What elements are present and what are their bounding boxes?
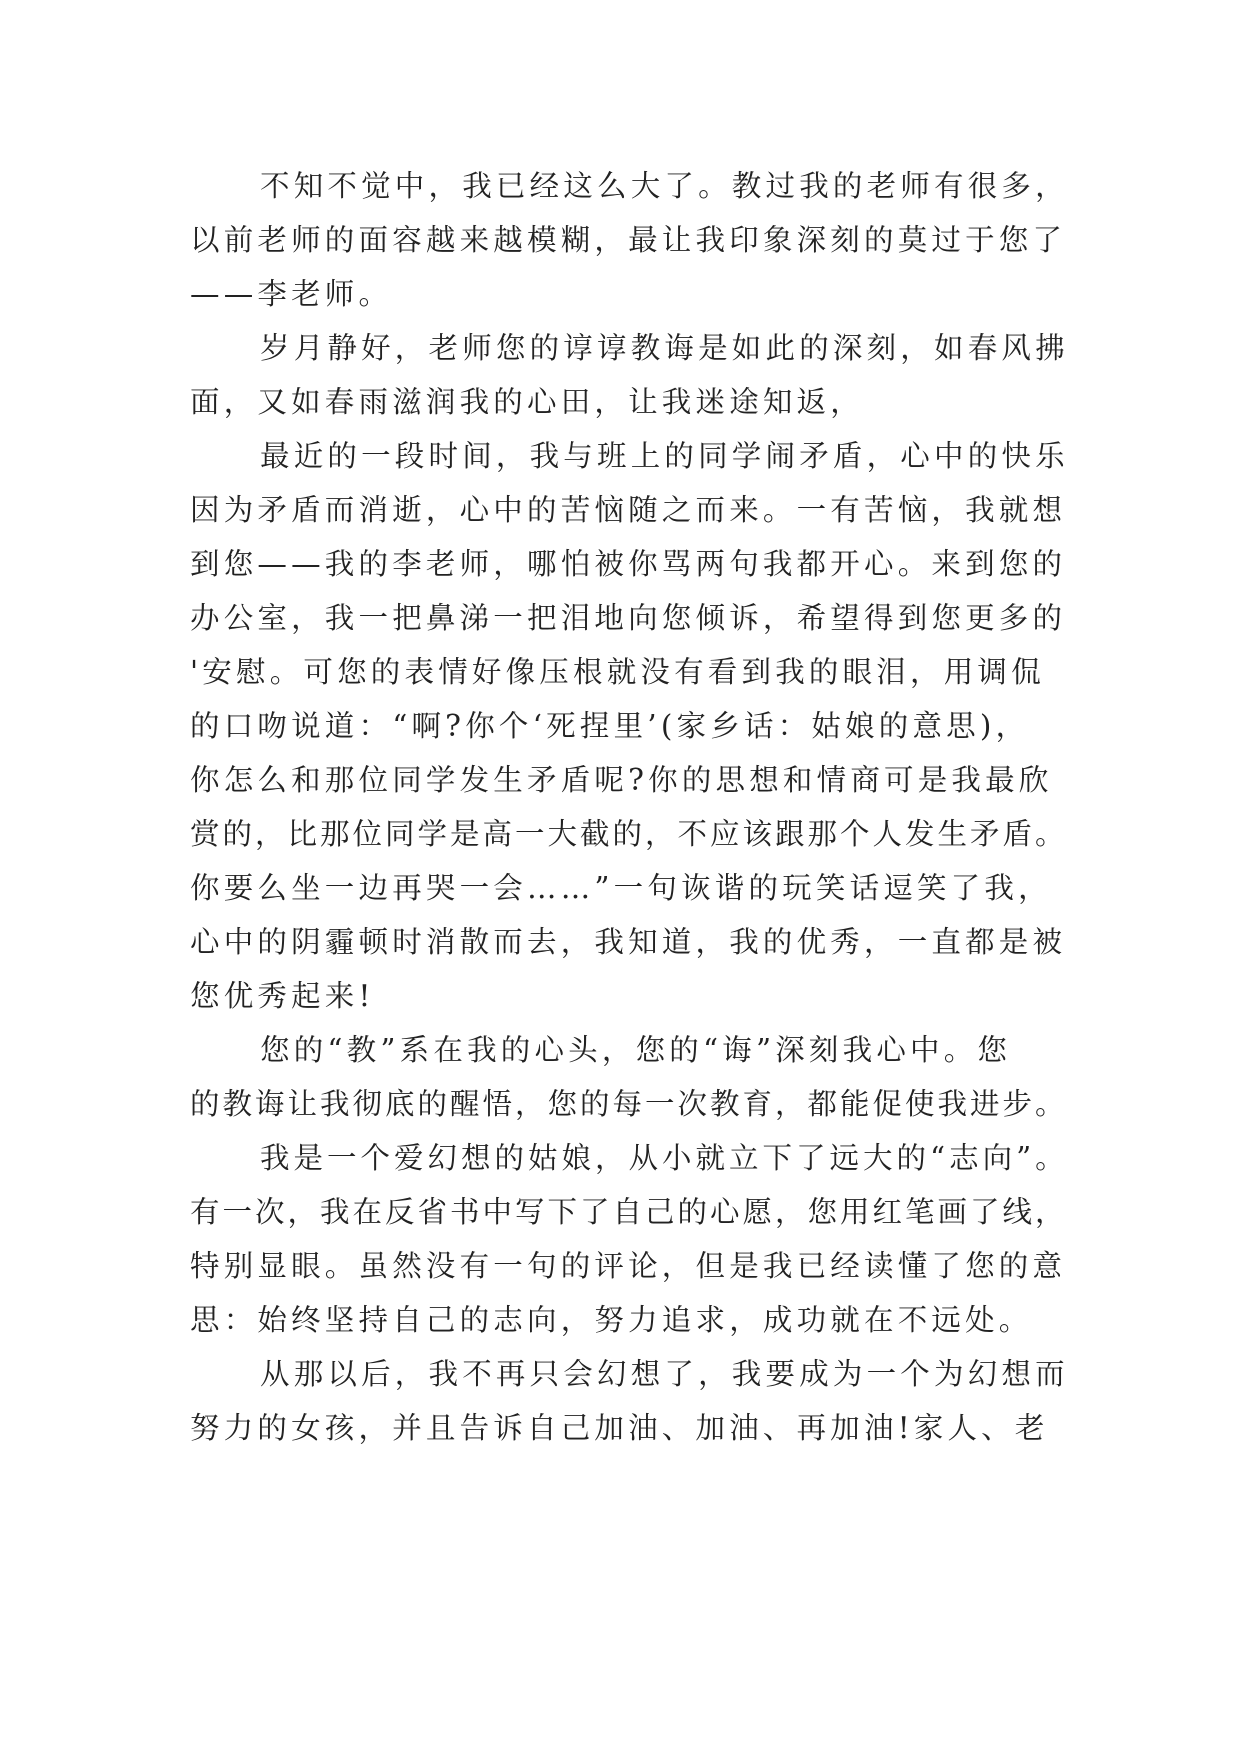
text-line: 不知不觉中，我已经这么大了。教过我的老师有很多，	[260, 169, 1069, 203]
text-line: 到您——我的李老师，哪怕被你骂两句我都开心。来到您的	[190, 547, 1067, 581]
text-line: 您的“教”系在我的心头，您的“诲”深刻我心中。您	[260, 1033, 1012, 1067]
text-line: 有一次，我在反省书中写下了自己的心愿，您用红笔画了线，	[190, 1195, 1068, 1229]
text-line: 你怎么和那位同学发生矛盾呢?你的思想和情商可是我最欣	[190, 763, 1053, 797]
text-line: 面，又如春雨滋润我的心田，让我迷途知返，	[190, 385, 865, 419]
text-line: 我是一个爱幻想的姑娘，从小就立下了远大的“志向”。	[260, 1141, 1069, 1175]
text-line: 办公室，我一把鼻涕一把泪地向您倾诉，希望得到您更多的	[190, 601, 1067, 635]
text-line: 特别显眼。虽然没有一句的评论，但是我已经读懂了您的意	[190, 1249, 1067, 1283]
text-line: 从那以后，我不再只会幻想了，我要成为一个为幻想而	[260, 1357, 1069, 1391]
text-line: 你要么坐一边再哭一会……”一句诙谐的玩笑话逗笑了我，	[190, 871, 1052, 905]
text-line: 思：始终坚持自己的志向，努力追求，成功就在不远处。	[190, 1303, 1033, 1337]
text-line: 您优秀起来!	[190, 979, 375, 1013]
text-line: 的口吻说道：“啊?你个‘死捏里’(家乡话：姑娘的意思)，	[190, 709, 1030, 743]
text-line: 因为矛盾而消逝，心中的苦恼随之而来。一有苦恼，我就想	[190, 493, 1067, 527]
text-line: '安慰。可您的表情好像压根就没有看到我的眼泪，用调侃	[190, 655, 1045, 689]
text-line: 赏的，比那位同学是高一大截的，不应该跟那个人发生矛盾。	[190, 817, 1068, 851]
text-line: 努力的女孩，并且告诉自己加油、加油、再加油!家人、老	[190, 1411, 1049, 1445]
text-line: 的教诲让我彻底的醒悟，您的每一次教育，都能促使我进步。	[190, 1087, 1068, 1121]
text-line: 岁月静好，老师您的谆谆教诲是如此的深刻，如春风拂	[260, 331, 1069, 365]
text-line: 以前老师的面容越来越模糊，最让我印象深刻的莫过于您了	[190, 223, 1067, 257]
text-line: 心中的阴霾顿时消散而去，我知道，我的优秀，一直都是被	[190, 925, 1067, 959]
text-line: 最近的一段时间，我与班上的同学闹矛盾，心中的快乐	[260, 439, 1069, 473]
text-line: ——李老师。	[190, 277, 393, 311]
